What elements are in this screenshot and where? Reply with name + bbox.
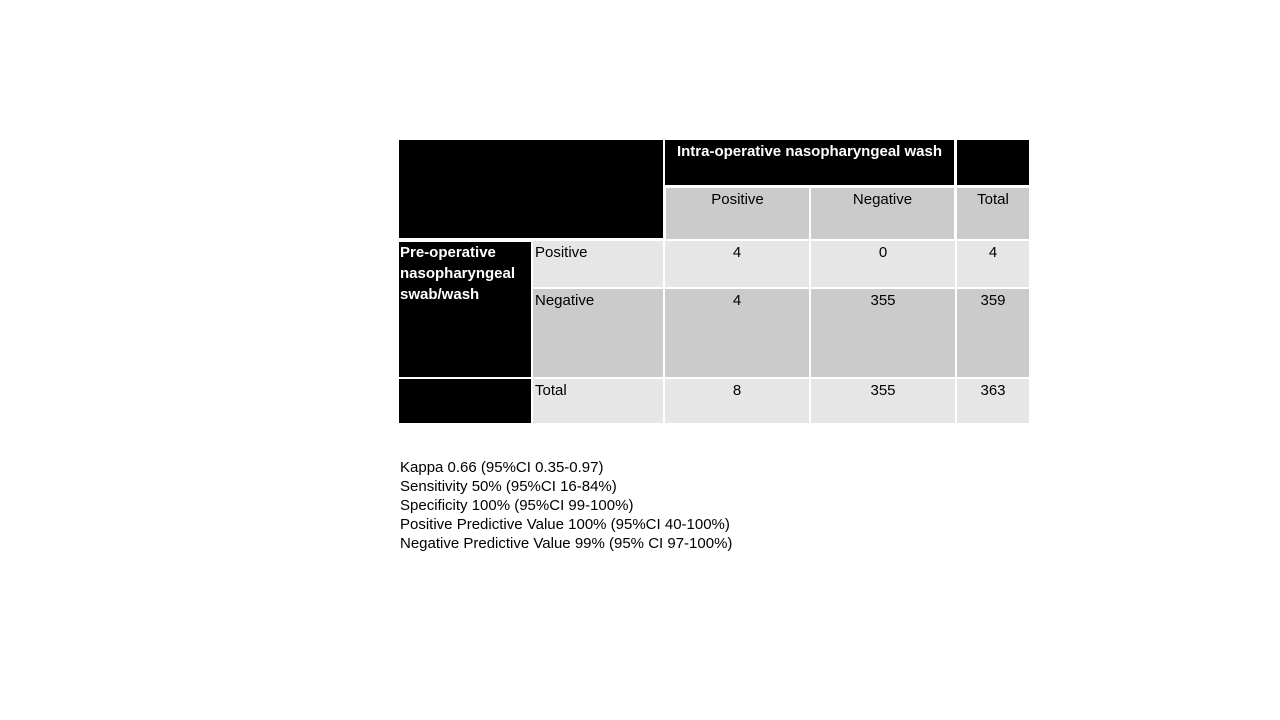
statistics-list (400, 458, 1000, 553)
stat-specificity: Specificity 100% (95%CI 99-100%) (400, 497, 634, 514)
stat-kappa: Kappa 0.66 (95%CI 0.35-0.97) (400, 459, 604, 476)
row-group-header: Pre-operative nasopharyngeal swab/wash (399, 242, 531, 377)
cell-positive-negative: 0 (811, 241, 955, 287)
stat-npv: Negative Predictive Value 99% (95% CI 97-100%) (400, 535, 733, 552)
col-header-positive: Positive (666, 188, 809, 239)
col-header-negative: Negative (811, 188, 954, 239)
col-group-header-spacer (957, 140, 1029, 185)
stat-ppv: Positive Predictive Value 100% (95%CI 40-100%) (400, 516, 730, 533)
table-corner-cell (399, 140, 663, 238)
cell-total-total: 363 (957, 379, 1029, 423)
stat-sensitivity: Sensitivity 50% (95%CI 16-84%) (400, 478, 617, 495)
row-group-footer-spacer (399, 379, 531, 423)
cell-negative-negative: 355 (811, 289, 955, 377)
cell-negative-positive: 4 (665, 289, 809, 377)
cell-negative-total: 359 (957, 289, 1029, 377)
col-group-header: Intra-operative nasopharyngeal wash (665, 140, 954, 185)
row-label-positive: Positive (533, 241, 663, 287)
cell-total-positive: 8 (665, 379, 809, 423)
row-label-negative: Negative (533, 289, 663, 377)
cell-positive-positive: 4 (665, 241, 809, 287)
row-label-total: Total (533, 379, 663, 423)
cell-positive-total: 4 (957, 241, 1029, 287)
cell-total-negative: 355 (811, 379, 955, 423)
col-header-total: Total (957, 188, 1029, 239)
